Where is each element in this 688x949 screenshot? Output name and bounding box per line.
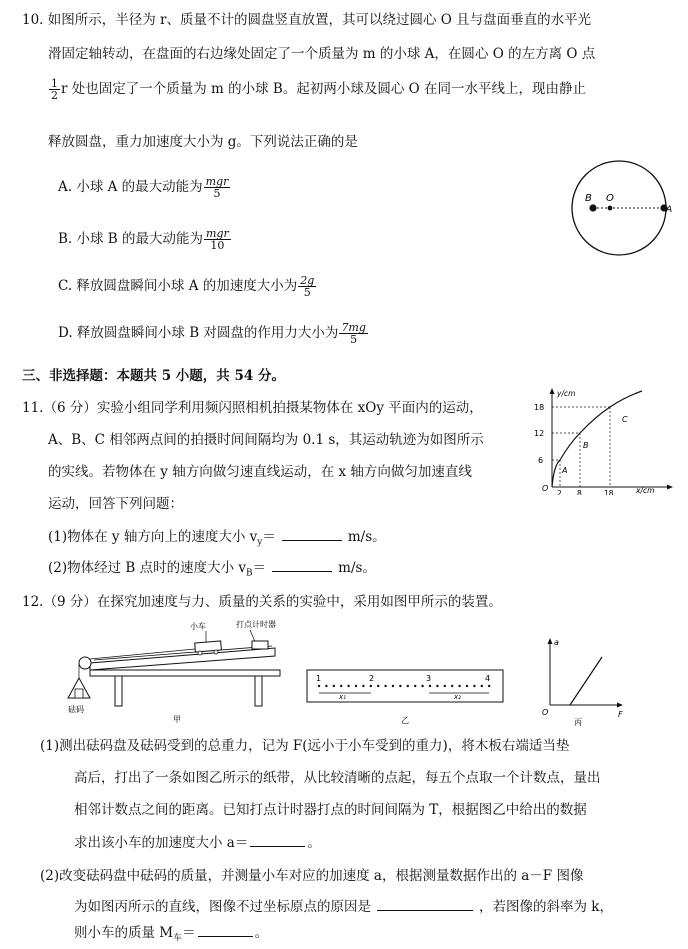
board (90, 648, 275, 670)
label-o: O (606, 193, 614, 204)
timer-label: 打点计时器 (236, 620, 276, 629)
xtick-2: 2 (557, 489, 562, 495)
point-a-label: A (562, 466, 568, 475)
tape-dot (414, 685, 416, 687)
table-top (90, 670, 280, 676)
tape-dot (362, 685, 364, 687)
y-axis-label: y/cm (557, 389, 576, 398)
q10-disc-figure (566, 155, 672, 261)
tape-dot (355, 685, 357, 687)
tape-dot (429, 685, 431, 687)
tape-dot (481, 685, 483, 687)
center-o (608, 206, 613, 211)
table-leg (115, 676, 122, 706)
tape-dot (488, 685, 490, 687)
point-c-label: C (622, 415, 628, 424)
tape-dot (444, 685, 446, 687)
q11-line3: 的实线。若物体在 y 轴方向做匀速直线运动，在 x 轴方向做匀加速直线 (48, 464, 472, 480)
f-axis-arrow (617, 703, 623, 708)
figure-bing-label: 丙 (574, 718, 582, 727)
tape-label-3: 3 (426, 674, 432, 683)
q11-line1: 11.（6 分）实验小组同学利用频闪照相机拍摄某物体在 xOy 平面内的运动， (22, 400, 483, 416)
pulley (79, 657, 91, 669)
answer-blank[interactable] (250, 832, 305, 847)
q10-option-a: A. 小球 A 的最大动能为 $\frac{\text{mgr}}{5}$ (58, 175, 229, 200)
q12-apparatus-figure (60, 618, 290, 723)
ytick-6: 6 (538, 456, 544, 465)
timer (252, 641, 268, 649)
half-fraction: $\frac{1}{2}$ (51, 77, 58, 102)
tape-dot (421, 685, 423, 687)
tape-dot (325, 685, 327, 687)
cart-wheel (214, 650, 218, 654)
figure-yi-label: 乙 (401, 716, 409, 725)
q11-trajectory-graph (530, 385, 680, 495)
q12-part1-line3: 相邻计数点之间的距离。已知打点计时器打点的时间间隔为 T，根据图乙中给出的数据 (74, 802, 587, 818)
label-b: B (585, 193, 592, 204)
weights (75, 689, 83, 698)
q11-part2: (2)物体经过 B 点时的速度大小 $v_B= m/s$。 (48, 557, 376, 584)
tape-dot (333, 685, 335, 687)
tape-dot (458, 685, 460, 687)
q11-part1: (1)物体在 y 轴方向上的速度大小 $v_y= m/s$。 (48, 526, 386, 553)
tape-dot (370, 685, 372, 687)
y-axis-arrow (550, 388, 555, 394)
tape-dot (384, 685, 386, 687)
origin-label: O (542, 708, 549, 717)
q12-part2-line2: 为如图丙所示的直线，图像不过坐标原点的原因是 ，若图像的斜率为 k， (74, 896, 613, 917)
cart-label: 小车 (190, 622, 206, 631)
x1-label: x₁ (339, 693, 346, 701)
x2-label: x₂ (454, 693, 461, 701)
q12-part2-line3: 则小车的质量 $M_车=$ 。 (74, 922, 268, 949)
f-axis-label: F (618, 710, 623, 719)
q10-line2: 滑固定轴转动，在盘面的右边缘处固定了一个质量为 m 的小球 A，在圆心 O 的左方离 O 点 (48, 46, 596, 62)
point-b-label: B (583, 441, 589, 450)
tape-dot (347, 685, 349, 687)
ytick-12: 12 (534, 429, 545, 438)
af-line (570, 657, 602, 705)
label-a: A (666, 205, 672, 215)
tape-dot (473, 685, 475, 687)
x-axis-label: x/cm (636, 486, 655, 495)
q12-part1-line1: (1)测出砝码盘及砝码受到的总重力，记为 F(远小于小车受到的重力)，将木板右端适当垫 (40, 738, 570, 754)
tape-label-4: 4 (485, 674, 491, 683)
q10-option-b: B. 小球 B 的最大动能为 $\frac{\text{mgr}}{10}$ (58, 227, 229, 252)
figure-jia-label: 甲 (173, 715, 181, 723)
q11-line4: 运动，回答下列问题： (48, 496, 183, 512)
ytick-18: 18 (534, 403, 545, 412)
tape-dot (436, 685, 438, 687)
tape-label-2: 2 (369, 674, 375, 683)
tape-dot (318, 685, 320, 687)
q12-part1-line2: 高后，打出了一条如图乙所示的纸带，从比较清晰的点起，每五个点取一个计数点，量出 (74, 770, 601, 786)
section3-header: 三、非选择题：本题共 5 小题，共 54 分。 (22, 368, 285, 384)
ball-b (589, 204, 596, 211)
answer-blank[interactable] (282, 526, 342, 541)
answer-blank[interactable] (272, 557, 332, 572)
cart-wheel (198, 651, 202, 655)
q10-line3: $\frac{1}{2}$ r 处也固定了一个质量为 m 的小球 B。起初两小球及圆心 O 在同一水平线上，现由静止 (51, 77, 586, 102)
q10-line4: 释放圆盘，重力加速度大小为 g。下列说法正确的是 (48, 134, 358, 150)
tape-label-1: 1 (316, 674, 322, 683)
q12-line1: 12.（9 分）在探究加速度与力、质量的关系的实验中，采用如图甲所示的装置。 (22, 594, 502, 610)
weight-label: 砝码 (68, 705, 84, 714)
table-leg (255, 676, 262, 706)
q11-line2: A、B、C 相邻两点间的拍摄时间间隔均为 0.1 s，其运动轨迹为如图所示 (48, 432, 484, 448)
xtick-8: 8 (577, 489, 582, 495)
a-axis-arrow (548, 638, 553, 644)
tape-dot (392, 685, 394, 687)
tape-dot (399, 685, 401, 687)
q12-tape-figure (305, 668, 505, 726)
q10-option-c: C. 释放圆盘瞬间小球 A 的加速度大小为 $\frac{2g}{5}$ (58, 274, 315, 299)
x-axis-arrow (667, 485, 673, 490)
q12-aF-graph (540, 635, 630, 727)
q10-option-d: D. 释放圆盘瞬间小球 B 对圆盘的作用力大小为 $\frac{7mg}{5}$ (58, 321, 366, 346)
answer-blank[interactable] (198, 922, 253, 937)
q12-part1-line4: 求出该小车的加速度大小 a＝ 。 (74, 832, 321, 853)
tape-dot (377, 685, 379, 687)
origin-label: O (542, 484, 549, 493)
a-axis-label: a (554, 638, 559, 647)
xtick-18: 18 (604, 489, 614, 495)
q10-line1: 10. 如图所示，半径为 r、质量不计的圆盘竖直放置，其可以绕过圆心 O 且与盘面垂直的水平光 (22, 12, 592, 28)
tape-dot (466, 685, 468, 687)
q12-part2-line1: (2)改变砝码盘中砝码的质量，并测量小车对应的加速度 a，根据测量数据作出的 a－F 图像 (40, 868, 584, 884)
answer-blank[interactable] (377, 896, 473, 911)
tape-dot (451, 685, 453, 687)
tape-dot (407, 685, 409, 687)
tape-dot (340, 685, 342, 687)
